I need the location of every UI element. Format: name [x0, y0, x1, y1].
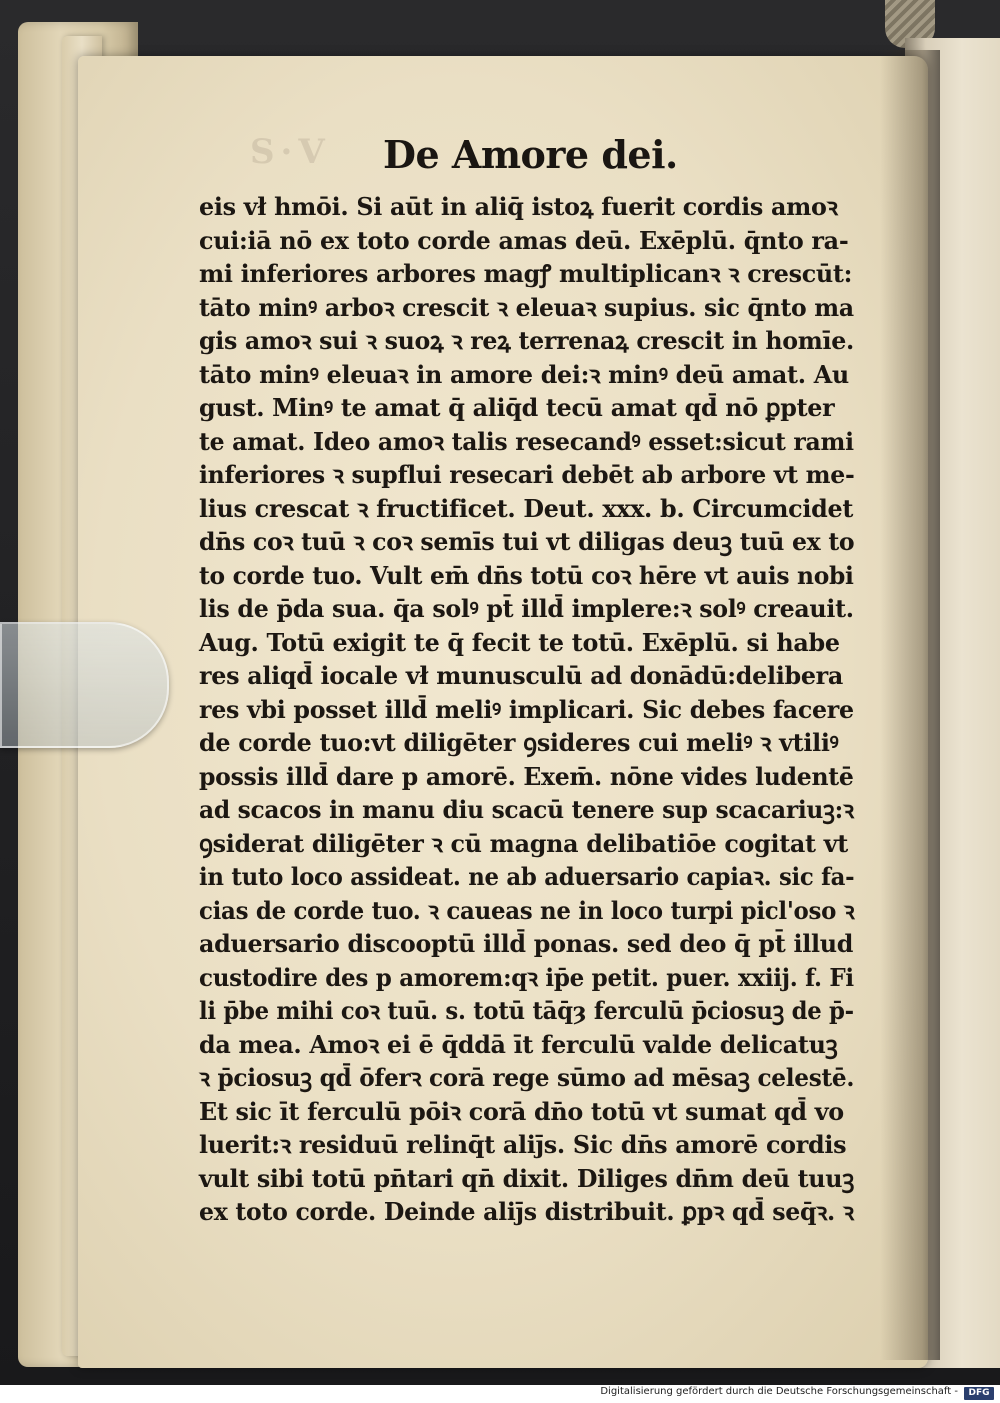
page-heading: De Amore dei. [383, 132, 678, 177]
text-line: to corde tuo. Vult em̄ dn̄s totū coꝛ hēre vt auis nobi [199, 560, 854, 590]
text-line: gust. Minꝰ te amat q̄ aliq̄d tecū amat qd̄ nō ꝑpter [199, 393, 835, 422]
text-line: li p̄be mihi coꝛ tuū. s. totū tāq̄ȝ ferculū p̄ciosuꝫ de p̄‑ [199, 996, 854, 1025]
text-line: cui:iā nō ex toto corde amas deū. Exēplū. q̄nto ra‑ [199, 225, 849, 255]
body-text [199, 190, 859, 1226]
text-line: te amat. Ideo amoꝛ talis resecandꝰ esset:sicut rami [199, 426, 854, 456]
text-line: lius crescat ꝛ fructificet. Deut. xxx. b. Circumcidet [199, 493, 854, 523]
text-line: gis amoꝛ sui ꝛ suoꝝ ꝛ reꝝ terrenaꝝ crescit in homīe. [199, 326, 854, 355]
text-line: tāto minꝰ eleuaꝛ in amore dei:ꝛ minꝰ deū amat. Au [199, 359, 849, 389]
text-line: possis illd̄ dare p amorē. Exem̄. nōne vides ludentē [199, 761, 854, 791]
gutter-shadow [880, 50, 940, 1360]
glass-page-weight [0, 622, 169, 748]
text-line: cias de corde tuo. ꝛ caueas ne in loco turpi picl'oso ꝛ [199, 895, 855, 925]
dfg-logo: DFG [964, 1387, 994, 1400]
text-line: eis vł hmōi. Si aūt in aliq̄ istoꝝ fuerit cordis amoꝛ [199, 192, 838, 221]
text-line: ꝛ p̄ciosuꝫ qd̄ ōferꝛ corā rege sūmo ad mēsaꝫ celestē. [199, 1063, 855, 1092]
text-line: tāto minꝰ arboꝛ crescit ꝛ eleuaꝛ supius. sic q̄nto ma [199, 292, 854, 322]
text-line: inferiores ꝛ supflui resecari debēt ab arbore vt me‑ [199, 460, 855, 489]
text-line: da mea. Amoꝛ ei ē q̄ddā īt ferculū valde delicatuꝫ [199, 1029, 838, 1059]
text-line: ex toto corde. Deinde aliȷ̄s distribuit. ꝑpꝛ qd̄ seq̄ꝛ. ꝛ [199, 1197, 854, 1226]
text-line: lis de p̄da sua. q̄a solꝰ pt̄ illd̄ implere:ꝛ solꝰ creauit. [199, 594, 854, 623]
text-line: de corde tuo:vt diligēter ꝯsideres cui meliꝰ ꝛ vtiliꝰ [199, 728, 839, 757]
text-line: mi inferiores arbores magꝭ multiplicanꝛ ꝛ crescūt: [199, 259, 853, 288]
show-through-text: S·V [250, 132, 331, 172]
funding-credit: Digitalisierung gefördert durch die Deutsche Forschungsgemeinschaft - [600, 1386, 958, 1397]
text-line: custodire des p amorem:qꝛ ip̄e petit. puer. xxiij. f. Fi [199, 962, 854, 992]
text-line: res aliqd̄ iocale vł munusculū ad donādū:delibera [199, 661, 844, 690]
text-line: ad scacos in manu diu scacū tenere sup scacariuꝫ:ꝛ [199, 795, 854, 824]
text-line: luerit:ꝛ residuū relinq̄t aliȷ̄s. Sic dn̄s amorē cordis [199, 1130, 847, 1159]
text-line: dn̄s coꝛ tuū ꝛ coꝛ semīs tui vt diligas deuꝫ tuū ex to [199, 527, 855, 556]
text-line: Et sic īt ferculū pōiꝛ corā dn̄o totū vt sumat qd̄ vo [199, 1096, 844, 1126]
text-line: Aug. Totū exigit te q̄ fecit te totū. Exēplū. si habe [199, 627, 840, 657]
text-line: vult sibi totū pn̄tari qn̄ dixit. Diliges dn̄m deū tuuꝫ [199, 1163, 855, 1193]
text-line: aduersario discooptū illd̄ ponas. sed deo q̄ pt̄ illud [199, 929, 854, 958]
footer-bar [0, 1385, 1000, 1403]
text-line: in tuto loco assideat. ne ab aduersario capiaꝛ. sic fa‑ [199, 862, 855, 891]
text-line: res vbi posset illd̄ meliꝰ implicari. Sic debes facere [199, 694, 854, 724]
text-line: ꝯsiderat diligēter ꝛ cū magna delibatiōe cogitat vt [199, 828, 849, 858]
